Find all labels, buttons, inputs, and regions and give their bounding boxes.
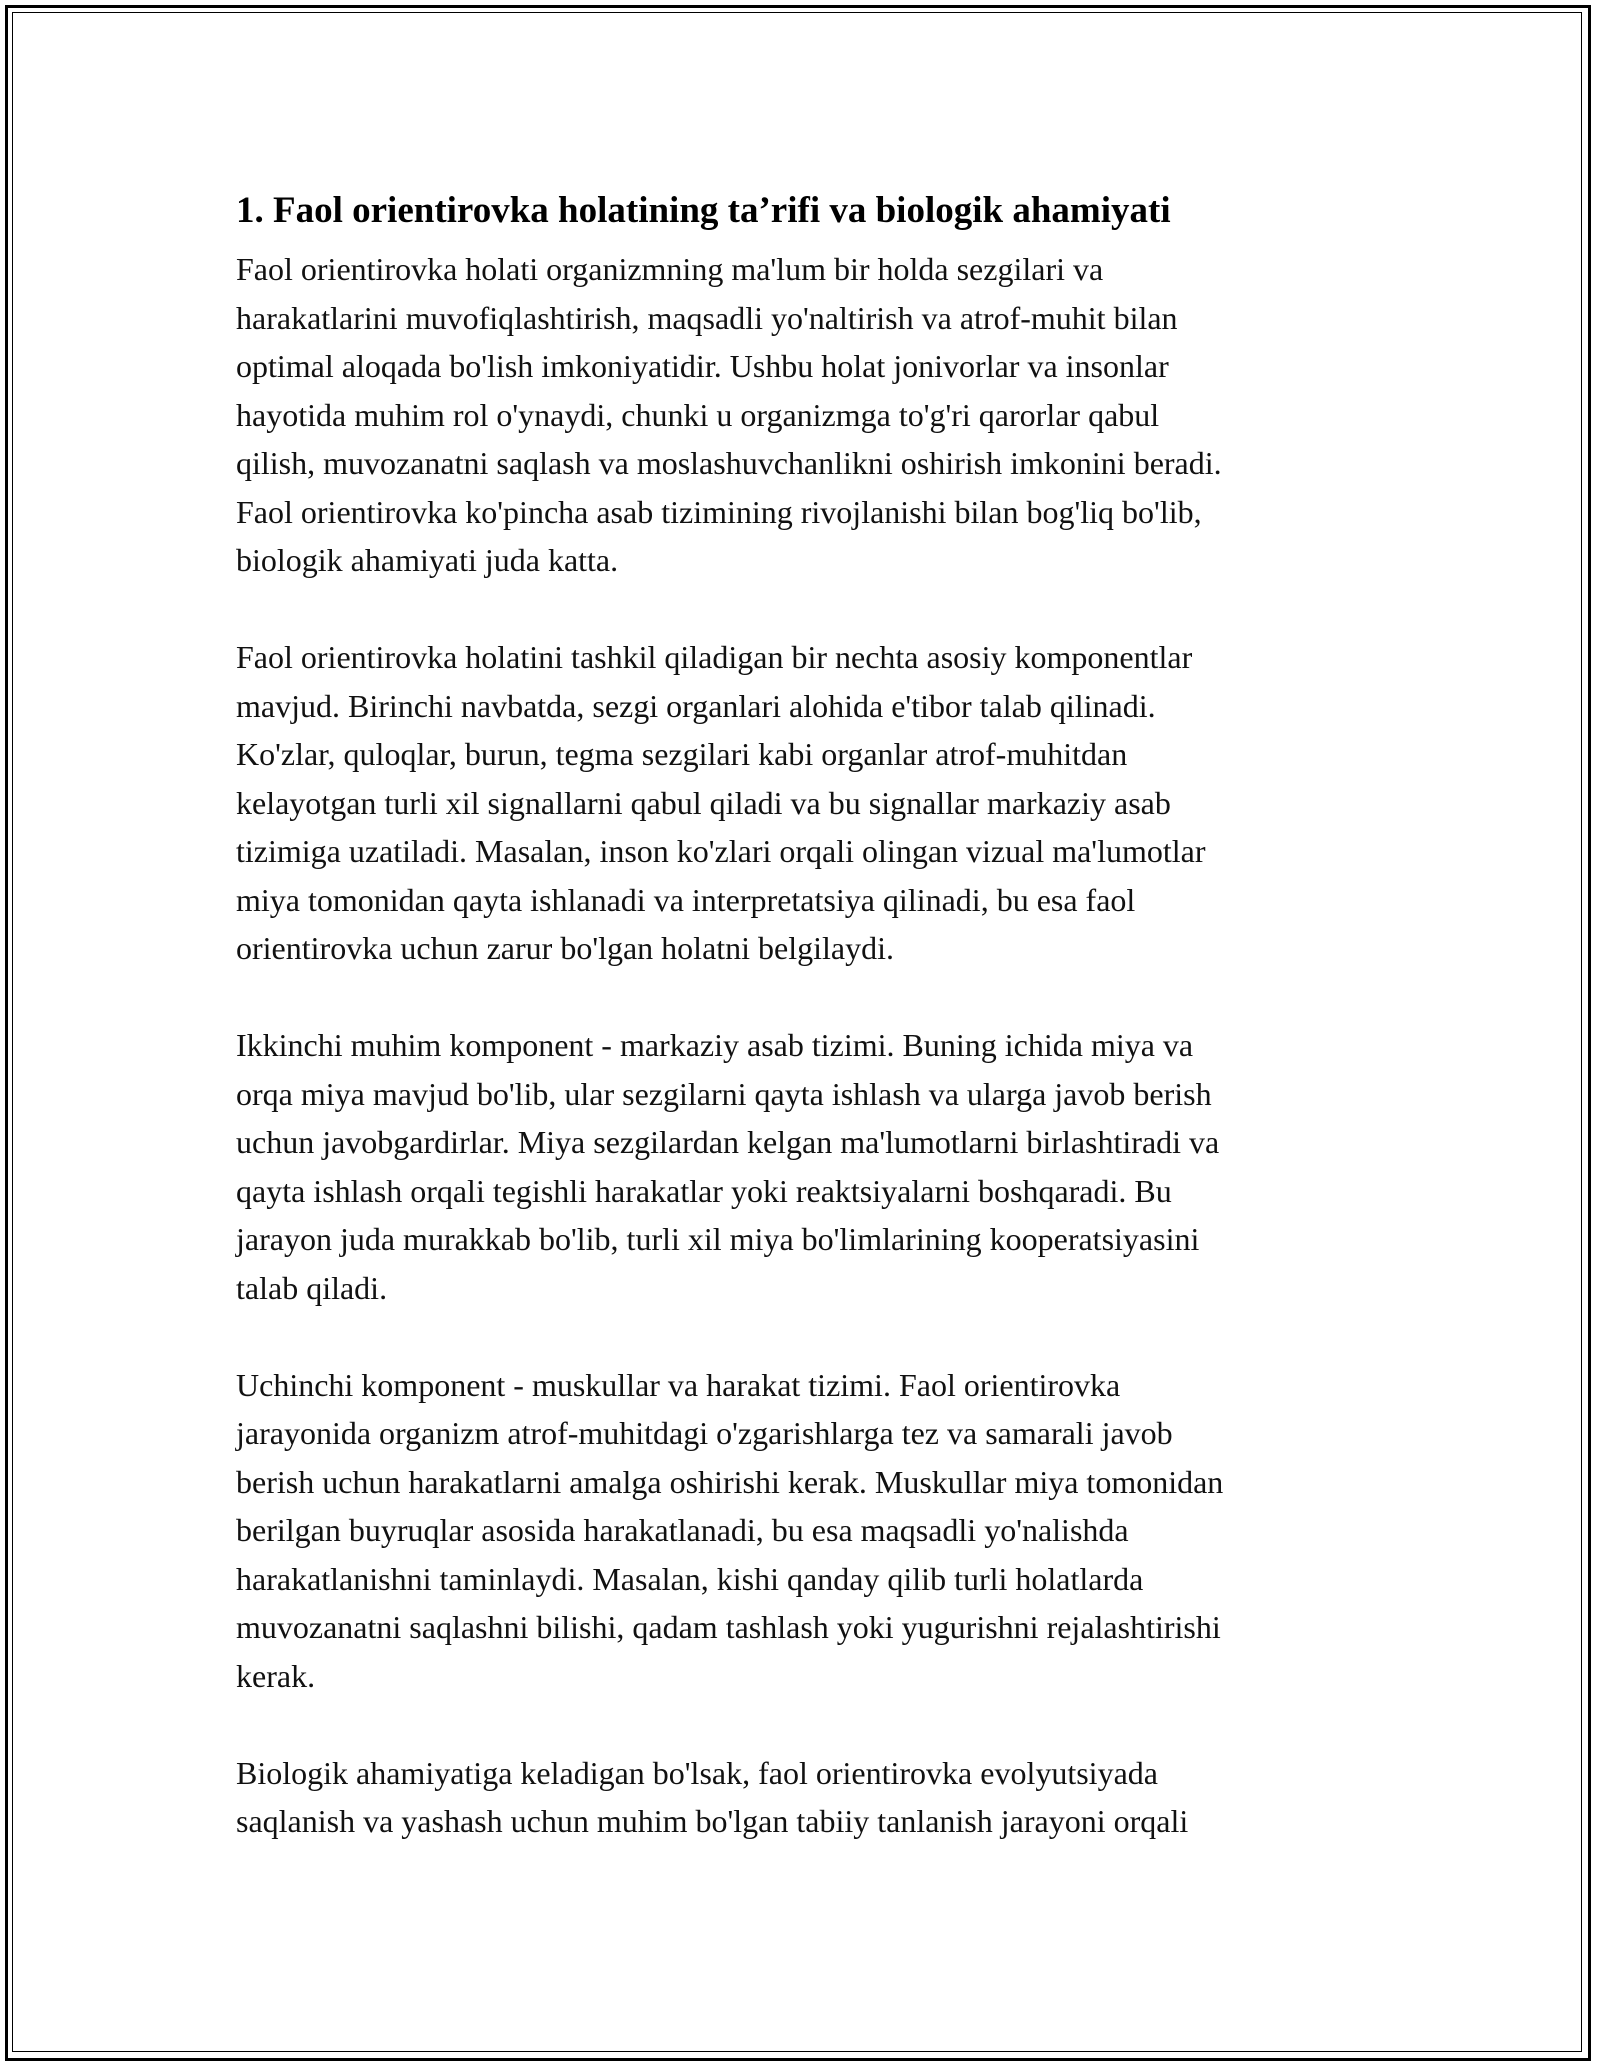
paragraph-line: harakatlanishni taminlaydi. Masalan, kishi qanday qilib turli holatlarda (236, 1560, 1144, 1597)
paragraph-line: kerak. (236, 1657, 316, 1694)
paragraph-line: harakatlarini muvofiqlashtirish, maqsadli yo'naltirish va atrof-muhit bilan (236, 299, 1178, 336)
paragraph-line: talab qiladi. (236, 1269, 388, 1306)
paragraph-line: berish uchun harakatlarni amalga oshirishi kerak. Muskullar miya tomonidan (236, 1463, 1224, 1500)
paragraph-line: mavjud. Birinchi navbatda, sezgi organlari alohida e'tibor talab qilinadi. (236, 687, 1156, 724)
paragraph-line: orientirovka uchun zarur bo'lgan holatni belgilaydi. (236, 930, 895, 966)
paragraph-line: Faol orientirovka ko'pincha asab tizimining rivojlanishi bilan bog'liq bo'lib, (236, 493, 1202, 530)
paragraph-5 (236, 1749, 1386, 1846)
paragraph-line: kelayotgan turli xil signallarni qabul qiladi va bu signallar markaziy asab (236, 784, 1171, 821)
paragraph-line: qayta ishlash orqali tegishli harakatlar yoki reaktsiyalarni boshqaradi. Bu (236, 1172, 1172, 1209)
paragraph-line: optimal aloqada bo'lish imkoniyatidir. Ushbu holat jonivorlar va insonlar (236, 348, 1169, 384)
paragraph-line: Biologik ahamiyatiga keladigan bo'lsak, faol orientirovka evolyutsiyada (236, 1754, 1158, 1791)
paragraph-line: Uchinchi komponent - muskullar va harakat tizimi. Faol orientirovka (236, 1366, 1121, 1403)
paragraph-1 (236, 245, 1386, 585)
paragraph-line: miya tomonidan qayta ishlanadi va interpretatsiya qilinadi, bu esa faol (236, 881, 1136, 918)
paragraph-line: jarayonida organizm atrof-muhitdagi o'zgarishlarga tez va samarali javob (236, 1415, 1173, 1451)
paragraph-line: hayotida muhim rol o'ynaydi, chunki u organizmga to'g'ri qarorlar qabul (236, 396, 1160, 433)
paragraph-line: berilgan buyruqlar asosida harakatlanadi, bu esa maqsadli yo'nalishda (236, 1512, 1129, 1548)
paragraph-2 (236, 633, 1386, 973)
paragraph-line: Ko'zlar, quloqlar, burun, tegma sezgilari kabi organlar atrof-muhitdan (236, 736, 1128, 772)
section-heading: 1. Faol orientirovka holatining ta’rifi va biologik ahamiyati (236, 190, 1171, 231)
paragraph-line: Ikkinchi muhim komponent - markaziy asab tizimi. Buning ichida miya va (236, 1027, 1194, 1063)
paragraph-line: muvozanatni saqlashni bilishi, qadam tashlash yoki yugurishni rejalashtirishi (236, 1609, 1221, 1645)
document-body (236, 185, 1386, 1894)
paragraph-line: jarayon juda murakkab bo'lib, turli xil miya bo'limlarining kooperatsiyasini (236, 1221, 1200, 1257)
paragraph-line: qilish, muvozanatni saqlash va moslashuvchanlikni oshirish imkonini beradi. (236, 445, 1222, 481)
paragraph-line: orqa miya mavjud bo'lib, ular sezgilarni qayta ishlash va ularga javob berish (236, 1075, 1212, 1112)
paragraph-3 (236, 1021, 1386, 1312)
paragraph-line: tizimiga uzatiladi. Masalan, inson ko'zlari orqali olingan vizual ma'lumotlar (236, 833, 1206, 869)
paragraph-line: saqlanish va yashash uchun muhim bo'lgan tabiiy tanlanish jarayoni orqali (236, 1803, 1189, 1839)
paragraph-line: biologik ahamiyati juda katta. (236, 542, 619, 578)
paragraph-line: uchun javobgardirlar. Miya sezgilardan kelgan ma'lumotlarni birlashtiradi va (236, 1124, 1220, 1160)
paragraph-4 (236, 1361, 1386, 1701)
paragraph-line: Faol orientirovka holati organizmning ma'lum bir holda sezgilari va (236, 251, 1104, 287)
paragraph-line: Faol orientirovka holatini tashkil qiladigan bir nechta asosiy komponentlar (236, 639, 1193, 675)
